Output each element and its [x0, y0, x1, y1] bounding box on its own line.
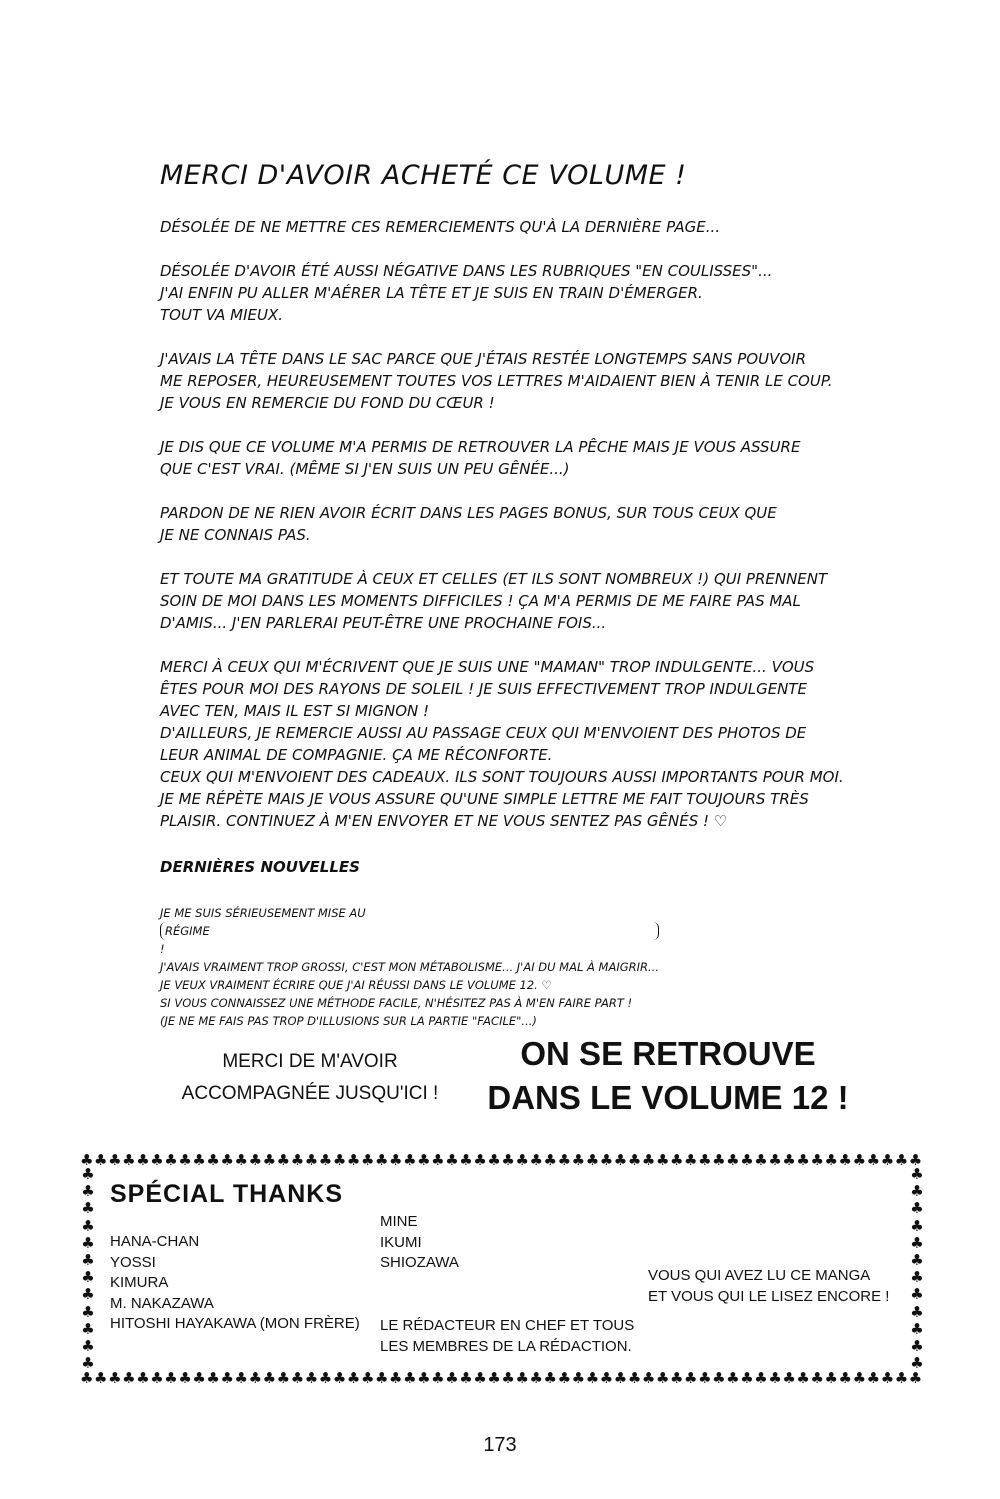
news-line: JE VEUX VRAIMENT ÉCRIRE QUE J'AI RÉUSSI DANS LE VOLUME 12. ♡ [160, 978, 552, 992]
news-line: SI VOUS CONNAISSEZ UNE MÉTHODE FACILE, N'HÉSITEZ PAS À M'EN FAIRE PART ! [160, 996, 633, 1010]
news-heading: DERNIÈRES NOUVELLES [160, 858, 360, 876]
paragraph-letters: J'AVAIS LA TÊTE DANS LE SAC PARCE QUE J'ÉTAIS RESTÉE LONGTEMPS SANS POUVOIR ME REPOSER, HEUREUSEMENT TOUTES VOS LETTRES M'AIDAIENT BIEN À TENIR LE COUP. JE VOUS EN REMERCIE DU FOND DU CŒUR ! [160, 350, 833, 412]
clover-border-top: ♣♣♣♣♣♣♣♣♣♣♣♣♣♣♣♣♣♣♣♣♣♣♣♣♣♣♣♣♣♣♣♣♣♣♣♣♣♣♣♣♣♣♣♣♣♣♣♣♣♣♣♣♣♣♣♣♣♣♣♣ [80, 1152, 923, 1168]
page-title: MERCI D'AVOIR ACHETÉ CE VOLUME ! [160, 160, 687, 191]
paragraph-gratitude: ET TOUTE MA GRATITUDE À CEUX ET CELLES (ET ILS SONT NOMBREUX !) QUI PRENNENT SOIN DE MOI DANS LES MOMENTS DIFFICILES ! ÇA M'A PERMIS DE ME FAIRE PAS MAL D'AMIS... J'EN PARLERAI PEUT-ÊTRE UNE PROCHAINE FOIS... [160, 570, 828, 632]
closing-next-volume: ON SE RETROUVE DANS LE VOLUME 12 ! [487, 1035, 849, 1116]
thanks-column-staff: MINE IKUMI SHIOZAWA [380, 1213, 459, 1271]
news-line: JE ME SUIS SÉRIEUSEMENT MISE AU RÉGIME ! [160, 904, 659, 958]
clover-border-left: ♣ ♣ ♣ ♣ ♣ ♣ ♣ ♣ ♣ ♣ ♣ ♣ [81, 1166, 95, 1372]
paragraph-maman: MERCI À CEUX QUI M'ÉCRIVENT QUE JE SUIS UNE "MAMAN" TROP INDULGENTE... VOUS ÊTES POUR MOI DES RAYONS DE SOLEIL ! JE SUIS EFFECTIVEMENT TROP INDULGENTE AVEC TEN, MAIS IL EST SI MIGNON ! D'AILLEURS, JE REMERCIE AUSSI AU PASSAGE CEUX QUI M'ENVOIENT DES PHOTOS DE LEUR ANIMAL DE COMPAGNIE. ÇA ME RÉCONFORTE. CEUX QUI M'ENVOIENT DES CADEAUX. ILS SONT TOUJOURS AUSSI IMPORTANTS POUR MOI. JE ME RÉPÈTE MAIS JE VOUS ASSURE QU'UNE SIMPLE LETTRE ME FAIT TOUJOURS TRÈS PLAISIR. CONTINUEZ À M'EN ENVOYER ET NE VOUS SENTEZ PAS GÊNÉS ! ♡ [160, 658, 844, 830]
special-thanks-title: SPÉCIAL THANKS [110, 1180, 344, 1208]
news-body [160, 904, 659, 1030]
paragraph-apology: DÉSOLÉE DE NE METTRE CES REMERCIEMENTS QU'À LA DERNIÈRE PAGE... [160, 218, 721, 236]
thanks-column-editors: LE RÉDACTEUR EN CHEF ET TOUS LES MEMBRES DE LA RÉDACTION. [380, 1317, 635, 1355]
news-line: J'AVAIS VRAIMENT TROP GROSSI, C'EST MON MÉTABOLISME... J'AI DU MAL À MAIGRIR... [160, 960, 659, 974]
news-line: (JE NE ME FAIS PAS TROP D'ILLUSIONS SUR LA PARTIE "FACILE"...) [160, 1014, 537, 1028]
regime-highlight: RÉGIME [160, 922, 659, 940]
page-number: 173 [483, 1434, 517, 1456]
clover-border-bottom: ♣♣♣♣♣♣♣♣♣♣♣♣♣♣♣♣♣♣♣♣♣♣♣♣♣♣♣♣♣♣♣♣♣♣♣♣♣♣♣♣♣♣♣♣♣♣♣♣♣♣♣♣♣♣♣♣♣♣♣♣ [80, 1370, 923, 1386]
clover-border-right: ♣ ♣ ♣ ♣ ♣ ♣ ♣ ♣ ♣ ♣ ♣ ♣ [910, 1166, 924, 1372]
paragraph-peche: JE DIS QUE CE VOLUME M'A PERMIS DE RETROUVER LA PÊCHE MAIS JE VOUS ASSURE QUE C'EST VRAI. (MÊME SI J'EN SUIS UN PEU GÊNÉE...) [160, 438, 801, 478]
paragraph-negative: DÉSOLÉE D'AVOIR ÉTÉ AUSSI NÉGATIVE DANS LES RUBRIQUES "EN COULISSES"... J'AI ENFIN PU ALLER M'AÉRER LA TÊTE ET JE SUIS EN TRAIN D'ÉMERGER. TOUT VA MIEUX. [160, 262, 773, 324]
thanks-column-names: HANA-CHAN YOSSI KIMURA M. NAKAZAWA HITOSHI HAYAKAWA (MON FRÈRE) [110, 1233, 360, 1332]
special-thanks-box [80, 1152, 925, 1386]
closing-thanks: MERCI DE M'AVOIR ACCOMPAGNÉE JUSQU'ICI ! [181, 1051, 439, 1104]
paragraph-bonus: PARDON DE NE RIEN AVOIR ÉCRIT DANS LES PAGES BONUS, SUR TOUS CEUX QUE JE NE CONNAIS PAS. [160, 504, 777, 544]
thanks-column-readers: VOUS QUI AVEZ LU CE MANGA ET VOUS QUI LE LISEZ ENCORE ! [648, 1267, 890, 1305]
